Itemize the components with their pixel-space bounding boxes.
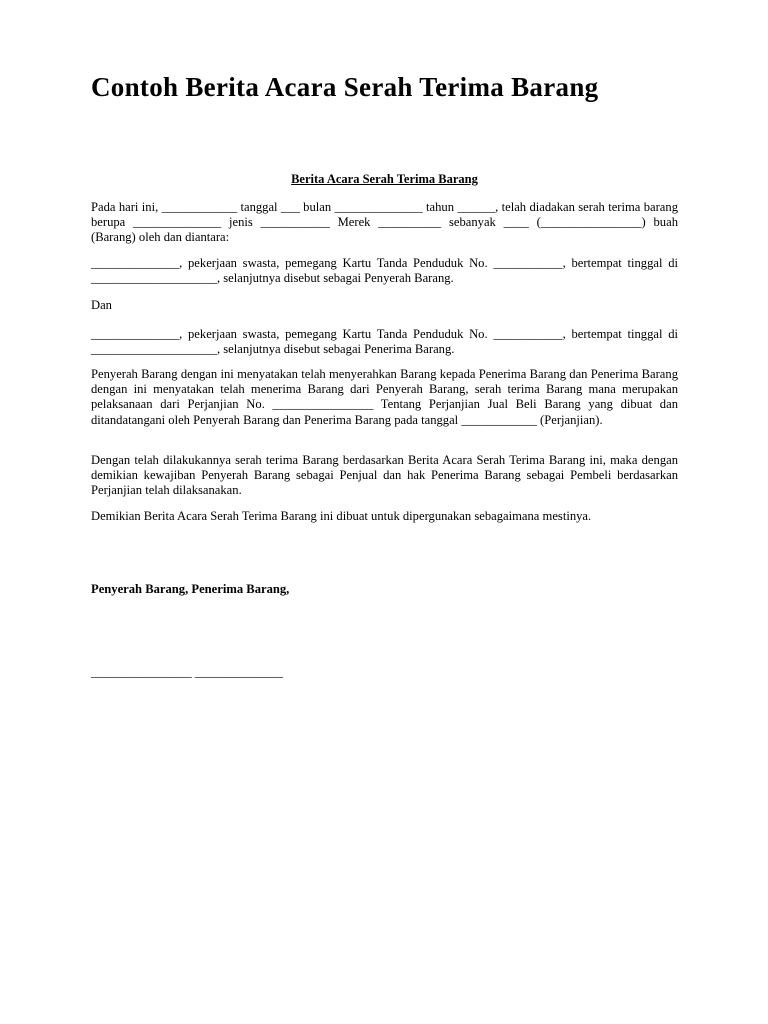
document-title: Contoh Berita Acara Serah Terima Barang — [91, 72, 599, 102]
document-subtitle: Berita Acara Serah Terima Barang — [291, 172, 478, 186]
paragraph-dan: Dan — [91, 298, 112, 312]
paragraph-opening: Pada hari ini, ____________ tanggal ___ bulan ______________ tahun ______, telah diadakan serah terima barang berupa ______________ jenis ___________ Merek __________ sebanyak ____ (________________) buah (Barang) oleh dan diantara: — [91, 200, 678, 245]
paragraph-kewajiban: Dengan telah dilakukannya serah terima Barang berdasarkan Berita Acara Serah Terima Barang ini, maka dengan demikian kewajiban Penyerah Barang sebagai Penjual dan hak Penerima Barang sebagai Pembeli berdasarkan Perjanjian telah dilaksanakan. — [91, 453, 678, 498]
signers-label: Penyerah Barang, Penerima Barang, — [91, 582, 290, 596]
signature-lines: ________________ ______________ — [91, 665, 284, 679]
paragraph-penutup: Demikian Berita Acara Serah Terima Barang ini dibuat untuk dipergunakan sebagaimana mestinya. — [91, 509, 592, 523]
paragraph-penyerah: ______________, pekerjaan swasta, pemegang Kartu Tanda Penduduk No. ___________, bertempat tinggal di ____________________, selanjutnya disebut sebagai Penyerah Barang. — [91, 256, 678, 286]
paragraph-penerima: ______________, pekerjaan swasta, pemegang Kartu Tanda Penduduk No. ___________, bertempat tinggal di ____________________, selanjutnya disebut sebagai Penerima Barang. — [91, 327, 678, 357]
paragraph-pernyataan: Penyerah Barang dengan ini menyatakan telah menyerahkan Barang kepada Penerima Barang dan Penerima Barang dengan ini menyatakan telah menerima Barang dari Penyerah Barang, serah terima Barang mana merupakan pelaksanaan dari Perjanjian No. ________________ Tentang Perjanjian Jual Beli Barang yang dibuat dan ditandatangani oleh Penyerah Barang dan Penerima Barang pada tanggal ____________ (Perjanjian). — [91, 367, 678, 427]
